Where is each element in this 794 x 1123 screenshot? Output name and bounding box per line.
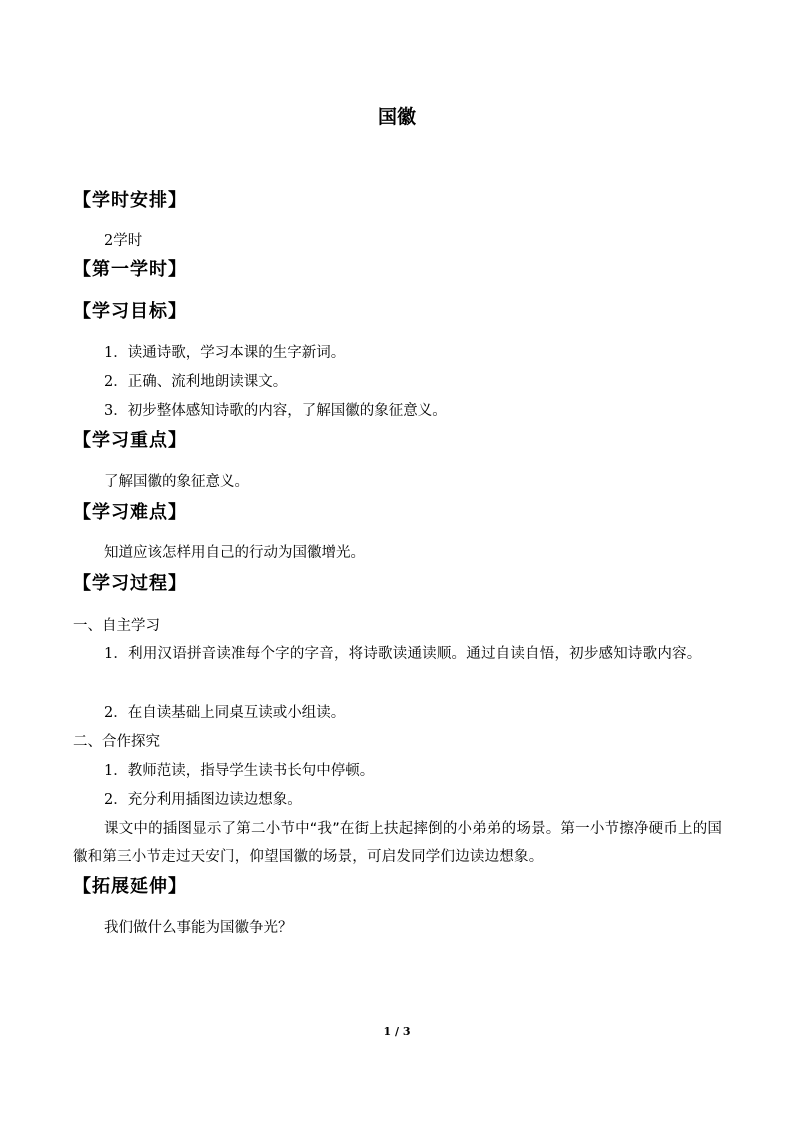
difficulty-text: 知道应该怎样用自己的行动为国徽增光。 <box>104 545 365 561</box>
key-points-heading: 【学习重点】 <box>73 430 187 451</box>
document-title: 国徽 <box>377 106 416 128</box>
goal-item-3-text: 初步整体感知诗歌的内容，了解国徽的象征意义。 <box>127 403 447 419</box>
goal-item-2 <box>104 372 287 392</box>
schedule-value <box>104 231 142 251</box>
goal-item-3-number: 3． <box>104 403 128 419</box>
extension-text: 我们做什么事能为国徽争光？ <box>104 920 293 936</box>
part1-item-2 <box>104 703 345 723</box>
schedule-heading: 【学时安排】 <box>73 190 187 211</box>
part2-item-1-text: 教师范读，指导学生读书长句中停顿。 <box>127 763 375 779</box>
part2-item-1 <box>104 761 374 781</box>
first-period-heading: 【第一学时】 <box>73 259 187 280</box>
schedule-value-number: 2 <box>104 233 114 249</box>
goal-item-1 <box>104 343 345 363</box>
part1-item-1 <box>73 640 723 668</box>
part2-item-2 <box>104 790 302 810</box>
difficulty-heading: 【学习难点】 <box>73 502 187 523</box>
part1-item-1-text: 利用汉语拼音读准每个字的字音，将诗歌读通读顺。通过自读自悟，初步感知诗歌内容。 <box>128 646 702 662</box>
process-heading: 【学习过程】 <box>73 573 187 594</box>
schedule-value-unit: 学时 <box>113 233 143 249</box>
goals-heading: 【学习目标】 <box>73 301 187 322</box>
part2-title: 二、合作探究 <box>73 734 160 750</box>
key-points-text: 了解国徽的象征意义。 <box>104 474 249 490</box>
part2-item-2-text: 充分利用插图边读边想象。 <box>127 792 302 808</box>
part2-paragraph: 课文中的插图显示了第二小节中“我”在街上扶起摔倒的小弟弟的场景。第一小节擦净硬币上的国徽和第三小节走过天安门，仰望国徽的场景，可启发同学们边读边想象。 <box>73 821 723 865</box>
goal-item-2-text: 正确、流利地朗读课文。 <box>127 374 288 390</box>
part1-item-2-text: 在自读基础上同桌互读或小组读。 <box>127 705 346 721</box>
goal-item-1-text: 读通诗歌，学习本课的生字新词。 <box>127 345 346 361</box>
part2-item-1-number: 1． <box>104 763 128 779</box>
part1-item-2-number: 2． <box>104 705 128 721</box>
goal-item-2-number: 2． <box>104 374 128 390</box>
extension-heading: 【拓展延伸】 <box>73 876 187 897</box>
page-number: 1 / 3 <box>383 1025 411 1038</box>
part1-title: 一、自主学习 <box>73 618 160 634</box>
part1-item-1-number: 1． <box>104 646 129 662</box>
goal-item-3 <box>104 401 447 421</box>
goal-item-1-number: 1． <box>104 345 128 361</box>
part2-item-2-number: 2． <box>104 792 128 808</box>
